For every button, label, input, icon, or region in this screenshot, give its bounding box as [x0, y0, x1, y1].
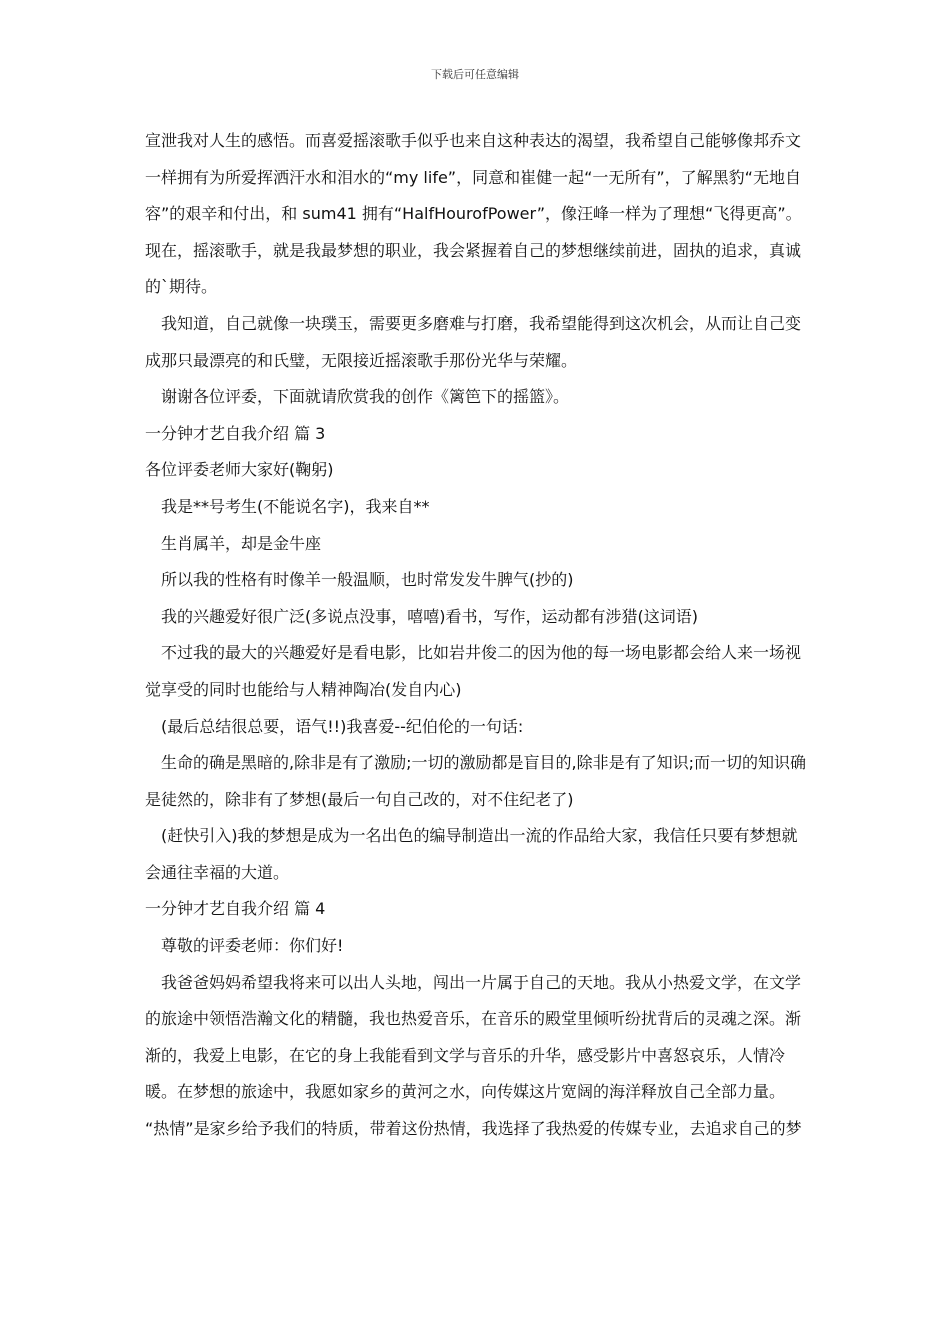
paragraph-10: (最后总结很总要，语气!!)我喜爱--纪伯伦的一句话:: [161, 716, 524, 736]
paragraph-12: (赶快引入)我的梦想是成为一名出色的编导制造出一流的作品给大家，我信任只要有梦想就会通往幸福的大道。: [145, 826, 798, 882]
document-body: [145, 123, 810, 1148]
paragraph-greeting: 各位评委老师大家好(鞠躬): [145, 460, 334, 480]
section-heading-4: 一分钟才艺自我介绍 篇 4: [145, 899, 326, 919]
paragraph-7: 所以我的性格有时像羊一般温顺，也时常发发牛脾气(抄的): [161, 570, 574, 590]
paragraph-5: 我是**号考生(不能说名字)，我来自**: [161, 496, 430, 516]
paragraph-3: 谢谢各位评委，下面就请欣赏我的创作《篱笆下的摇篮》。: [161, 387, 570, 407]
paragraph-2: 我知道，自己就像一块璞玉，需要更多磨难与打磨，我希望能得到这次机会，从而让自己变成那只最漂亮的和氏璧，无限接近摇滚歌手那份光华与荣耀。: [145, 313, 802, 370]
paragraph-11: 生命的确是黑暗的,除非是有了激励;一切的激励都是盲目的,除非是有了知识;而一切的知识确是徒然的，除非有了梦想(最后一句自己改的，对不住纪老了): [145, 753, 806, 809]
paragraph-8: 我的兴趣爱好很广泛(多说点没事，嘻嘻)看书，写作，运动都有涉猎(这词语): [161, 606, 698, 626]
paragraph-1: 宣泄我对人生的感悟。而喜爱摇滚歌手似乎也来自这种表达的渴望，我希望自己能够像邦乔文一样拥有为所爱挥洒汗水和泪水的“my life”，同意和崔健一起“一无所有”，了解黑豹“无地自容”的艰辛和付出，和 sum41 拥有“HalfHourofPower”，像汪峰一样为了理想“飞得更高”。现在，摇滚歌手，就是我最梦想的职业，我会紧握着自己的梦想继续前进，固执的追求，真诚的`期待。: [145, 131, 802, 297]
paragraph-9: 不过我的最大的兴趣爱好是看电影，比如岩井俊二的因为他的每一场电影都会给人来一场视觉享受的同时也能给与人精神陶冶(发自内心): [145, 643, 802, 699]
paragraph-15: 我爸爸妈妈希望我将来可以出人头地，闯出一片属于自己的天地。我从小热爱文学，在文学的旅途中领悟浩瀚文化的精髓，我也热爱音乐，在音乐的殿堂里倾听纷扰背后的灵魂之深。渐渐的，我爱上电影，在它的身上我能看到文学与音乐的升华，感受影片中喜怒哀乐，人情冷暖。在梦想的旅途中，我愿如家乡的黄河之水，向传媒这片宽阔的海洋释放自己全部力量。 “热情”是家乡给予我们的特质，带着这份热情，我选择了我热爱的传媒专业，去追求自己的梦: [145, 972, 802, 1139]
section-heading-3: 一分钟才艺自我介绍 篇 3: [145, 423, 326, 443]
paragraph-14: 尊敬的评委老师：你们好!: [161, 936, 344, 956]
page-header: 下载后可任意编辑: [431, 68, 519, 81]
paragraph-6: 生肖属羊，却是金牛座: [161, 533, 322, 553]
